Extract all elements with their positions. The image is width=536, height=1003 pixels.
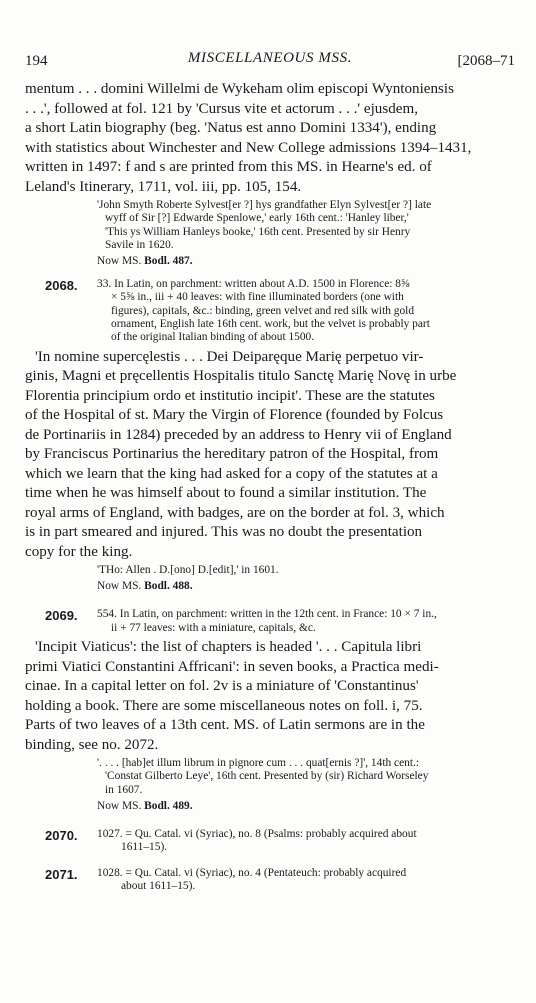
text-line: Parts of two leaves of a 13th cent. MS. of Latin sermons are in the (25, 717, 425, 734)
entry-number: 2068. (45, 278, 78, 294)
provenance-line: in 1607. (105, 783, 143, 796)
text-line: of the Hospital of st. Mary the Virgin of Florence (founded by Folcus (25, 407, 444, 424)
text-line: time when he was himself about to found a similar institution. The (25, 485, 427, 502)
text-line: primi Viatici Constantini Affricani': in seven books, a Practica medi- (25, 658, 439, 675)
description-line: of the original Italian binding of about 1500. (111, 331, 315, 344)
description-line: × 5⅝ in., iii + 40 leaves: with fine illuminated borders (one with (111, 291, 404, 304)
text-line: Florentia principium ordo et institutio incipit'. These are the statutes (25, 387, 435, 404)
shelfmark-prefix: Now MS. (97, 255, 142, 268)
provenance-line: Savile in 1620. (105, 238, 174, 251)
page (25, 50, 515, 893)
description-line: 33. In Latin, on parchment: written about A.D. 1500 in Florence: 8⅝ (97, 278, 410, 291)
provenance-line: wyff of Sir [?] Edwarde Spenlowe,' early 16th cent.: 'Hanley liber,' (105, 212, 409, 225)
text-line: holding a book. There are some miscellaneous notes on foll. i, 75. (25, 697, 423, 714)
description-line: 1028. = Qu. Catal. vi (Syriac), no. 4 (Pentateuch: probably acquired (97, 866, 407, 879)
running-title: MISCELLANEOUS MSS. (187, 50, 353, 66)
description-line: 1027. = Qu. Catal. vi (Syriac), no. 8 (Psalms: probably acquired about (97, 827, 417, 840)
provenance-line: 'THo: Allen . D.[ono] D.[edit],' in 1601. (97, 564, 279, 577)
text-line: ginis, Magni et pręcellentis Hospitalis titulo Sanctę Marię Novę in urbe (25, 368, 457, 385)
provenance-line: 'This ys William Hanleys booke,' 16th cent. Presented by sir Henry (105, 225, 411, 238)
text-line: which we learn that the king had asked for a copy of the statutes at a (25, 465, 438, 482)
entry-range: [2068–71 (457, 53, 515, 69)
shelfmark-value: Bodl. 487. (144, 255, 193, 268)
text-line: . . .', followed at fol. 121 by 'Cursus vite et actorum . . .' ejusdem, (25, 100, 418, 117)
text-line: mentum . . . domini Willelmi de Wykeham olim episcopi Wyntoniensis (25, 81, 454, 97)
provenance-line: 'Constat Gilberto Leye', 16th cent. Presented by (sir) Richard Worseley (105, 770, 429, 783)
text-line: by Franciscus Portinarius the hereditary patron of the Hospital, from (25, 446, 439, 463)
provenance-note (97, 564, 515, 577)
text-line: written in 1497: f and s are printed from this MS. in Hearne's ed. of (25, 159, 432, 175)
text-line: 'In nomine supercęlestis . . . Dei Deiparęque Marię perpetuo vir- (35, 348, 424, 365)
text-line: royal arms of England, with badges, are on the border at fol. 3, which (25, 504, 445, 521)
text-line: is in part smeared and injured. This was no doubt the presentation (25, 524, 423, 541)
entry-number: 2070. (45, 827, 78, 843)
provenance-note (97, 757, 515, 797)
catalogue-entry-2068 (25, 278, 515, 344)
description-line: 554. In Latin, on parchment: written in the 12th cent. in France: 10 × 7 in., (97, 608, 437, 621)
catalogue-entry-2070 (25, 828, 515, 855)
entry-number: 2069. (45, 608, 78, 624)
description-line: 1611–15). (121, 841, 168, 854)
shelfmark (97, 580, 515, 592)
catalogue-entry-2069 (25, 608, 515, 635)
text-line: a short Latin biography (beg. 'Natus est anno Domini 1334'), ending (25, 120, 437, 136)
entry-text-2068 (25, 348, 515, 563)
entry-number: 2071. (45, 866, 78, 882)
running-header (25, 50, 515, 72)
entry-description (97, 278, 515, 344)
provenance-note (97, 199, 515, 252)
shelfmark-prefix: Now MS. (97, 580, 142, 593)
provenance-line: 'John Smyth Roberte Sylvest[er ?] hys grandfather Elyn Sylvest[er ?] late (97, 199, 432, 211)
catalogue-entry-2071 (25, 867, 515, 894)
page-number: 194 (25, 53, 48, 69)
text-line: with statistics about Winchester and New College admissions 1394–1431, (25, 139, 472, 156)
description-line: ornament, English late 16th cent. work, but the velvet is probably part (111, 318, 430, 331)
description-line: ii + 77 leaves: with a miniature, capitals, &c. (111, 621, 316, 634)
text-line: de Portinariis in 1284) preceded by an address to Henry vii of England (25, 426, 452, 443)
provenance-line: '. . . . [hab]et illum librum in pignore cum . . . quat[ernis ?]', 14th cent.: (97, 757, 420, 770)
shelfmark (97, 800, 515, 812)
entry-text-2069 (25, 638, 515, 755)
entry-description (97, 828, 515, 855)
shelfmark-value: Bodl. 488. (144, 580, 193, 593)
description-line: figures), capitals, &c.: binding, green velvet and red silk with gold (111, 304, 415, 317)
text-line: copy for the king. (25, 543, 133, 560)
entry-description (97, 608, 515, 635)
description-line: about 1611–15). (121, 879, 196, 892)
text-line: Leland's Itinerary, 1711, vol. iii, pp. 105, 154. (25, 178, 302, 195)
text-line: binding, see no. 2072. (25, 736, 159, 753)
shelfmark-value: Bodl. 489. (144, 799, 193, 812)
intro-paragraph (25, 80, 515, 197)
shelfmark (97, 255, 515, 267)
text-line: cinae. In a capital letter on fol. 2v is a miniature of 'Constantinus' (25, 678, 419, 695)
entry-description (97, 867, 515, 894)
text-line: 'Incipit Viaticus': the list of chapters is headed '. . . Capitula libri (35, 639, 422, 656)
shelfmark-prefix: Now MS. (97, 799, 142, 812)
